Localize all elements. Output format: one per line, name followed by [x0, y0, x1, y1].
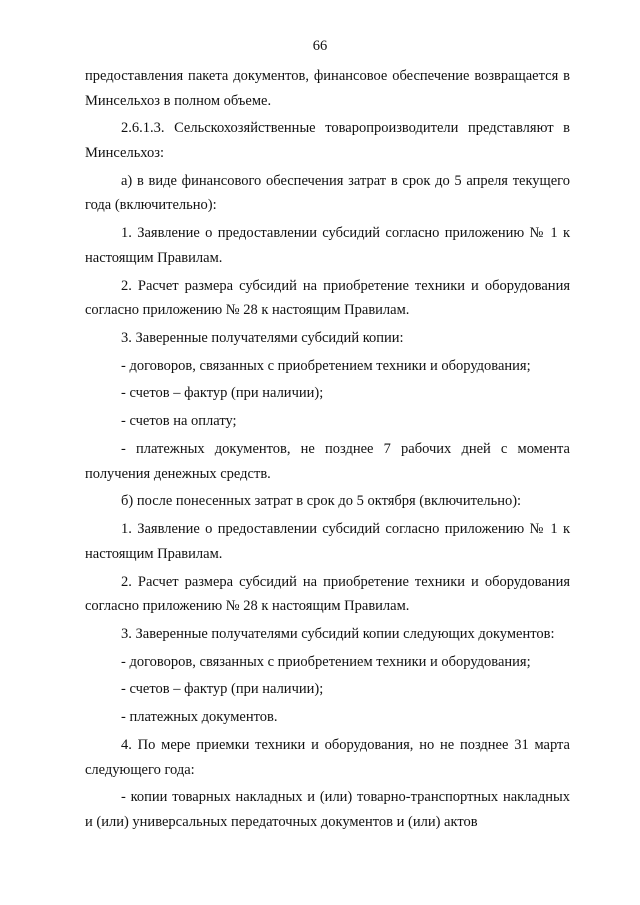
paragraph: 2.6.1.3. Сельскохозяйственные товаропроизводители представляют в Минсельхоз: — [85, 120, 570, 161]
list-item: - договоров, связанных с приобретением техники и оборудования; — [121, 357, 531, 374]
paragraph: 2. Расчет размера субсидий на приобретение техники и оборудования согласно приложению № 28 к настоящим Правилам. — [85, 277, 570, 319]
paragraph: 3. Заверенные получателями субсидий копии следующих документов: — [121, 625, 555, 642]
paragraph: 1. Заявление о предоставлении субсидий согласно приложению № 1 к настоящим Правилам. — [85, 225, 570, 266]
paragraph: предоставления пакета документов, финансовое обеспечение возвращается в Минсельхоз в полном объеме. — [85, 68, 570, 109]
list-item: - счетов на оплату; — [121, 413, 237, 430]
paragraph: а) в виде финансового обеспечения затрат в срок до 5 апреля текущего года (включительно): — [85, 172, 570, 214]
list-item: - договоров, связанных с приобретением техники и оборудования; — [121, 653, 531, 670]
list-item: - копии товарных накладных и (или) товарно-транспортных накладных и (или) универсальных передаточных документов и (или) актов — [85, 789, 570, 830]
paragraph: б) после понесенных затрат в срок до 5 октября (включительно): — [121, 493, 522, 510]
list-item: - платежных документов. — [121, 709, 278, 726]
list-item: - счетов – фактур (при наличии); — [121, 681, 324, 698]
paragraph: 4. По мере приемки техники и оборудования, но не позднее 31 марта следующего года: — [85, 737, 570, 778]
document-body — [85, 64, 570, 838]
page-number: 66 — [312, 38, 328, 54]
paragraph: 1. Заявление о предоставлении субсидий согласно приложению № 1 к настоящим Правилам. — [85, 521, 570, 562]
paragraph: 2. Расчет размера субсидий на приобретение техники и оборудования согласно приложению № 28 к настоящим Правилам. — [85, 573, 570, 615]
list-item: - платежных документов, не позднее 7 рабочих дней с момента получения денежных средств. — [85, 441, 570, 482]
paragraph: 3. Заверенные получателями субсидий копии: — [121, 329, 404, 346]
list-item: - счетов – фактур (при наличии); — [121, 385, 324, 402]
